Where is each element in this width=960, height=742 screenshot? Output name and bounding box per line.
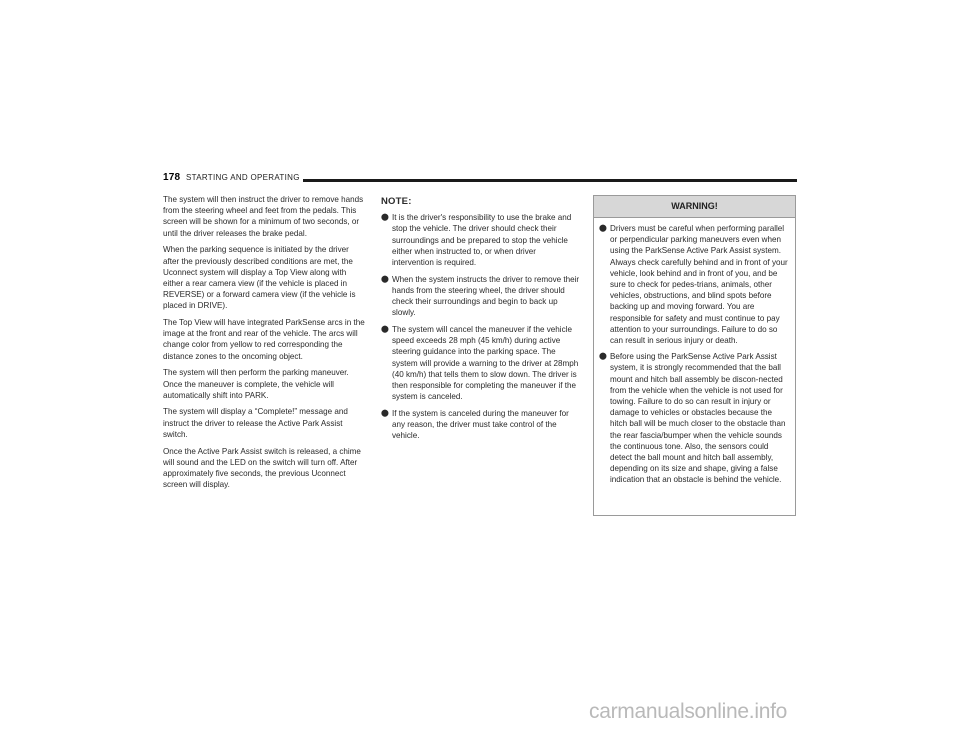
bullet-icon: ⬤ [599,353,607,361]
list-item [381,274,580,319]
watermark: carmanualsonline.info [589,700,787,723]
list-item-text: The system will cancel the maneuver if the vehicle speed exceeds 28 mph (45 km/h) during active steering guidance into the parking space. The system will provide a warning to the driver at 28mph (40 km/h) that tells them to slow down. The driver is then responsible for completing the maneuver if the system is canceled. [392,325,579,402]
bullet-icon: ⬤ [381,275,389,283]
paragraph: The system will then perform the parking maneuver. Once the maneuver is complete, the vehicle will automatically shift into PARK. [163,368,349,400]
paragraph: The Top View will have integrated ParkSense arcs in the image at the front and rear of the vehicle. The arcs will change color from yellow to red corresponding the distance zones to the oncoming object. [163,318,365,361]
list-item-text: When the system instructs the driver to remove their hands from the steering wheel, the driver should check their surroundings and begin to back up slowly. [392,274,580,318]
list-item [381,408,580,442]
warning-list [594,218,795,486]
page-header [163,172,797,186]
list-item-text: It is the driver's responsibility to use the brake and stop the vehicle. The driver should check their surroundings and be prepared to stop the vehicle either when instructed to, or when driver intervention is required. [392,213,572,268]
list-item [381,324,580,402]
header-rule [303,179,797,182]
note-heading: NOTE: [381,196,412,207]
list-item-text: Drivers must be careful when performing parallel or perpendicular parking maneuvers even when using the ParkSense Active Park Assist system. Always check carefully behind and in front of your vehicle, look behind and in front of you, and be sure to check for pedes-trians, animals, other vehicles, obstructions, and blind spots before backing up and moving forward. You are responsible for safety and must continue to pay attention to your surroundings. Failure to do so can result in serious injury or death. [610,224,788,346]
note-list [381,212,580,441]
list-item-text: If the system is canceled during the maneuver for any reason, the driver must take control of the vehicle. [392,408,569,441]
bullet-icon: ⬤ [599,225,607,232]
section-title: STARTING AND OPERATING [186,173,300,182]
paragraph: When the parking sequence is initiated by the driver after the previously described conditions are met, the Uconnect system will display a Top View along with either a rear camera view (if the vehicle is placed in REVERSE) or a forward camera view (if the vehicle is placed in DRIVE). [163,245,356,311]
paragraph: The system will then instruct the driver to remove hands from the steering wheel and feet from the pedals. This screen will be shown for a minimum of two seconds, or until the driver releases the brake pedal. [163,195,364,238]
page-number: 178 [163,172,181,183]
paragraph: The system will display a “Complete!” message and instruct the driver to release the Active Park Assist switch. [163,407,348,439]
note-section [381,196,580,447]
list-item-text: Before using the ParkSense Active Park Assist system, it is strongly recommended that the ball mount and hitch ball assembly be discon-nected from the vehicle when the vehicle is not used for towing. Failure to do so can result in injury or damage to vehicles or obstacles because the hitch ball will be much closer to the obstacle than the rear fascia/bumper when the vehicle sounds the continuous tone. Also, the sensors could detect the ball mount and hitch ball assembly, depending on its size and shape, giving a false indication that an obstacle is behind the vehicle. [610,352,786,485]
warning-heading: WARNING! [594,196,795,218]
bullet-icon: ⬤ [381,214,389,222]
bullet-icon: ⬤ [381,326,389,334]
list-item [599,351,789,485]
bullet-icon: ⬤ [381,409,389,417]
left-column [163,194,365,496]
list-item [599,223,789,346]
warning-box [593,195,796,516]
paragraph: Once the Active Park Assist switch is released, a chime will sound and the LED on the switch will turn off. After approximately five seconds, the previous Uconnect screen will display. [163,446,361,490]
list-item [381,212,580,268]
